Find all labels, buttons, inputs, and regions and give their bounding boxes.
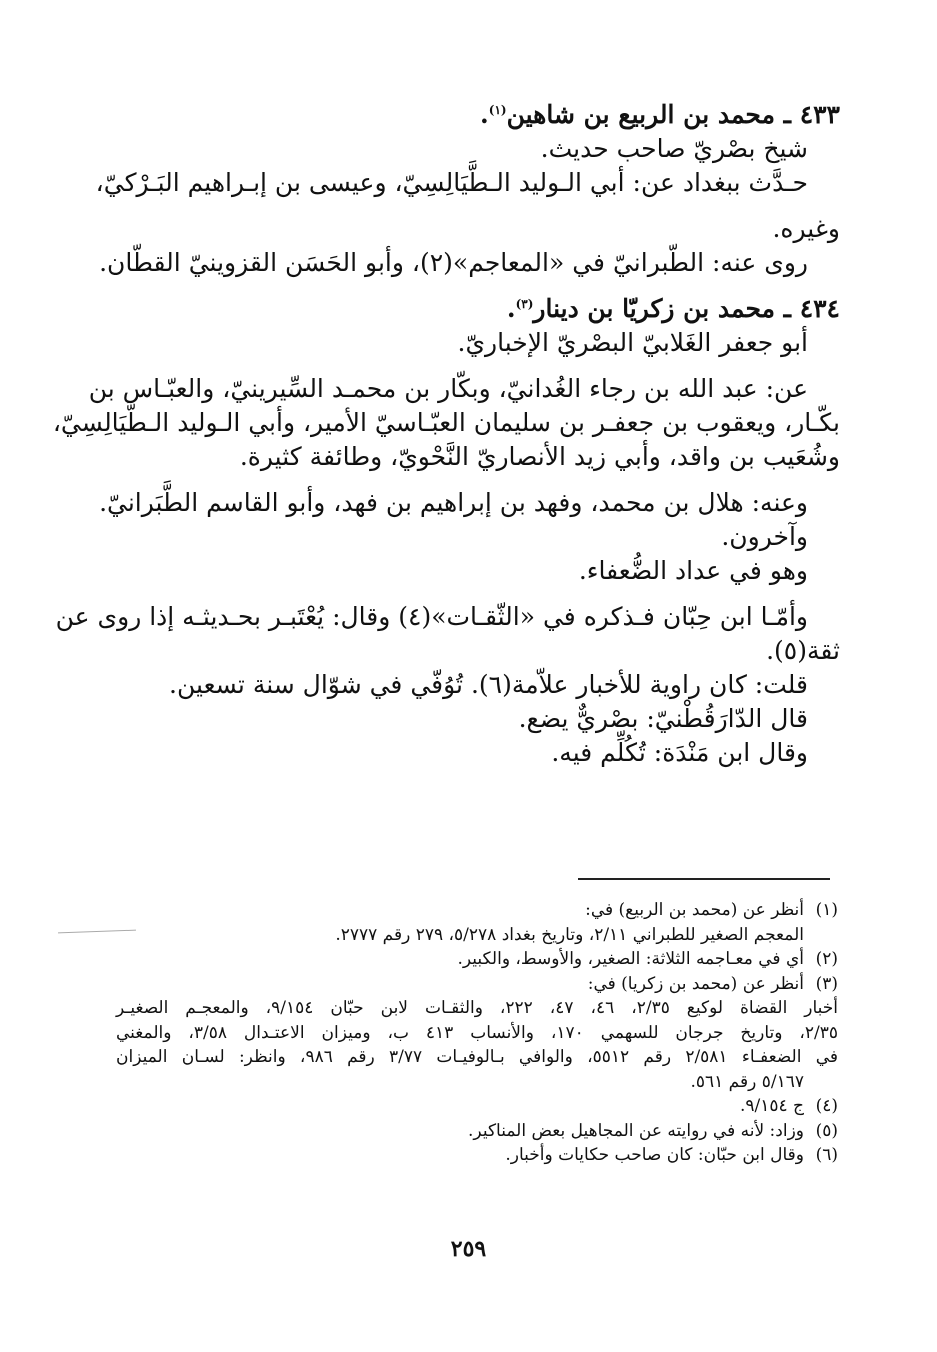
text-line: وشُعَيب بن واقد، وأبي زيد الأنصاريّ النَّحْويّ، وطائفة كثيرة. (239, 442, 840, 471)
footnote-5: (٥)وزاد: لأنه في روايته عن المجاهيل بعض المناكير. (116, 1119, 838, 1144)
footnote-number: (١) (815, 900, 838, 920)
footnote-3: (٣)أنظر عن (محمد بن زكريا) في: (116, 972, 838, 997)
footnote-number: (٣) (815, 973, 838, 994)
footnote-4: (٤)ج ٩/١٥٤. (116, 1094, 838, 1119)
text-line: وغيره. (772, 214, 840, 243)
text-line: روى عنه: الطّبرانيّ في «المعاجم»(٢)، وأبو الحَسَن القزوينيّ القطّان. (99, 248, 808, 277)
footnote-line: المعجم الصغير للطبراني ٢/١١، وتاريخ بغداد ٥/٢٧٨، ٢٧٩ رقم ٢٧٧٧. (335, 924, 804, 945)
footnote-line: ٥/١٦٧ رقم ٥٦١. (690, 1071, 804, 1092)
text-line: وعنه: هلال بن محمد، وفهد بن إبراهيم بن فهد، وأبو القاسم الطَّبَرانيّ. (99, 488, 808, 517)
text-line: بكّـار، ويعقوب بن جعفـر بن سليمان العبّـاسيّ الأمير، وأبي الـوليد الـطَّيَالِسِيّ، (52, 408, 840, 437)
footnote-ref: (١) (488, 103, 507, 117)
footnote-number: (٤) (815, 1096, 838, 1116)
text-line: وآخرون. (721, 522, 808, 551)
text-line: وقال ابن مَنْدَة: تُكُلِّم فيه. (551, 738, 808, 767)
footnote-separator (578, 878, 830, 880)
text-line: أبو جعفر الغَلابيّ البصْريّ الإخباريّ. (457, 328, 808, 357)
footnote-2: (٢)أي في معـاجمه الثلاثة: الصغير، والأوسط، والكبير. (116, 947, 838, 972)
entry-heading: ٤٣٣ ـ محمد بن الربيع بن شاهين$^{(١)}$. (480, 100, 840, 129)
text-line: ثقة(٥). (766, 636, 840, 665)
footnote-number: (٢) (815, 949, 838, 969)
main-text (52, 96, 840, 770)
page-number: ٢٥٩ (450, 1236, 487, 1262)
footnote-ref: (٣) (515, 297, 534, 311)
footnote-line: في الضعفـاء ٢/٥٨١ رقم ٥٥١٢، والوافي بـالوفيـات ٣/٧٧ رقم ٩٨٦، وانظر: لسـان الميزان (116, 1047, 838, 1067)
text-line: قلت: كان راوية للأخبار علاّمة(٦). تُوُفّي في شوّال سنة تسعين. (169, 670, 808, 699)
footnotes (116, 898, 838, 1168)
footnote-number: (٥) (815, 1120, 838, 1141)
text-line: قال الدّارَقُطْنيّ: بصْريٌّ يضع. (518, 704, 808, 733)
text-line: شيخ بصْريّ صاحب حديث. (540, 134, 808, 163)
text-line: حـدَّث ببغداد عن: أبي الـوليد الـطَّيَالِسِيّ، وعيسى بن إبـراهيم البَـرْكيّ، (95, 168, 808, 197)
footnote-line: أخبار القضاة لوكيع ٢/٣٥، ٤٦، ٤٧، ٢٢٢، والثقـات لابن حبّان ٩/١٥٤، والمعجـم الصغيـر (116, 998, 839, 1018)
entry-heading: ٤٣٤ ـ محمد بن زكريّا بن دينار$^{(٣)}$. (506, 294, 840, 323)
text-line: عن: عبد الله بن رجاء الغُدانيّ، وبكّار بن محمـد السِّيرينيّ، والعبّـاس بن (88, 374, 808, 403)
text-line: وهو في عداد الضُّعفاء. (578, 556, 808, 585)
footnote-1: (١)أنظر عن (محمد بن الربيع) في: (116, 898, 838, 923)
footnote-line: ٢/٣٥، وتاريخ جرجان للسهمي ١٧٠، والأنساب ٤١٣ ب، وميزان الاعتـدال ٣/٥٨، والمغني (116, 1022, 838, 1043)
footnote-6: (٦)وقال ابن حبّان: كان صاحب حكايات وأخبار. (116, 1143, 838, 1168)
text-line: وأمّـا ابن حِبّان فـذكره في «الثّقـات»(٤) وقال: يُعْتَبـر بحـديثـه إذا روى عن (55, 602, 808, 631)
footnote-number: (٦) (815, 1145, 838, 1165)
